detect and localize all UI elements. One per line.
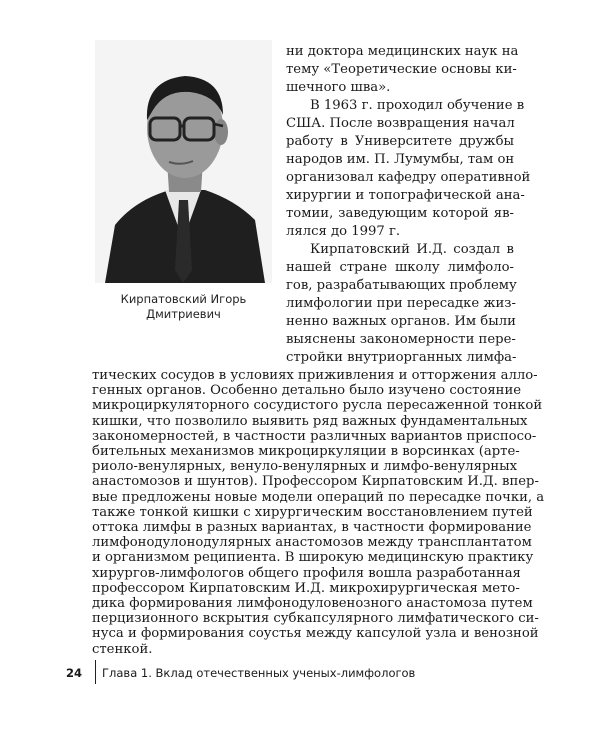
column-text-line: выяснены закономерности пере- (286, 332, 516, 347)
footer-divider (95, 660, 96, 684)
column-text-line: шечного шва». (286, 80, 391, 95)
body-text-line: вые предложены новые модели операций по пересадке почки, а (92, 489, 545, 505)
body-text-line: и организмом реципиента. В широкую медицинскую практику (92, 550, 534, 566)
column-text-line: ни доктора медицинских наук на (286, 44, 519, 59)
column-text-line: гов, разрабатывающих проблему (286, 278, 517, 293)
body-text-line: тических сосудов в условиях приживления и отторжения алло- (92, 368, 538, 383)
body-text-line: закономерностей, в частности различных вариантов приспосо- (92, 428, 537, 444)
body-text-line: бительных механизмов микроциркуляции в ворсинках (арте- (92, 444, 520, 459)
column-text-line: В 1963 г. проходил обучение в (310, 98, 525, 113)
column-text-line: томии, заведующим которой яв- (286, 206, 514, 221)
body-text-line: генных органов. Особенно детально было изучено состояние (92, 383, 522, 399)
portrait-photo (95, 40, 272, 283)
body-text-line: дика формирования лимфонодуловенозного анастомоза путем (92, 596, 533, 611)
body-text-line: кишки, что позволило выявить ряд важных фундаментальных (92, 413, 528, 429)
column-text-line: хирургии и топографической ана- (286, 188, 525, 203)
body-text-line: также тонкой кишки с хирургическим восстановлением путей (92, 504, 533, 520)
column-text-line: США. После возвращения начал (286, 116, 515, 131)
column-text-line: организовал кафедру оперативной (286, 170, 531, 185)
body-text-line: риоло-венулярных, венуло-венулярных и лимфо-венулярных (92, 459, 518, 475)
column-text-line: ненно важных органов. Им были (286, 314, 516, 329)
chapter-title: Глава 1. Вклад отечественных ученых-лимфологов (102, 666, 416, 680)
body-text-line: микроциркуляторного сосудистого русла пересаженной тонкой (92, 398, 543, 414)
column-text-line: тему «Теоретические основы ки- (286, 62, 517, 77)
body-text-line: анастомозов и шунтов). Профессором Кирпатовским И.Д. впер- (92, 474, 539, 490)
body-text-line: оттока лимфы в разных вариантах, в частности формирование (92, 520, 532, 535)
column-text-line: стройки внутриорганных лимфа- (286, 350, 517, 365)
body-text-line: профессором Кирпатовским И.Д. микрохирургическая мето- (92, 580, 520, 596)
caption-line: Кирпатовский Игорь (120, 292, 247, 306)
body-text-line: нуса и формирования соустья между капсулой узла и венозной (92, 626, 539, 642)
caption-line: Дмитриевич (146, 307, 221, 321)
page-number: 24 (66, 666, 83, 680)
column-text-line: нашей стране школу лимфоло- (286, 260, 514, 275)
body-text-line: перцизионного вскрытия субкапсулярного лимфатического си- (92, 611, 539, 627)
body-text-line: лимфонодулонодулярных анастомозов между трансплантатом (92, 535, 532, 551)
body-text-line: стенкой. (92, 641, 153, 657)
column-text-line: Кирпатовский И.Д. создал в (310, 242, 514, 257)
column-text-line: работу в Университете дружбы (286, 134, 514, 149)
column-text-line: народов им. П. Лумумбы, там он (286, 152, 515, 167)
column-text-line: лялся до 1997 г. (286, 224, 401, 239)
column-text-line: лимфологии при пересадке жиз- (286, 296, 516, 311)
photo-caption (95, 292, 272, 322)
body-text-line: хирургов-лимфологов общего профиля вошла разработанная (92, 565, 521, 581)
